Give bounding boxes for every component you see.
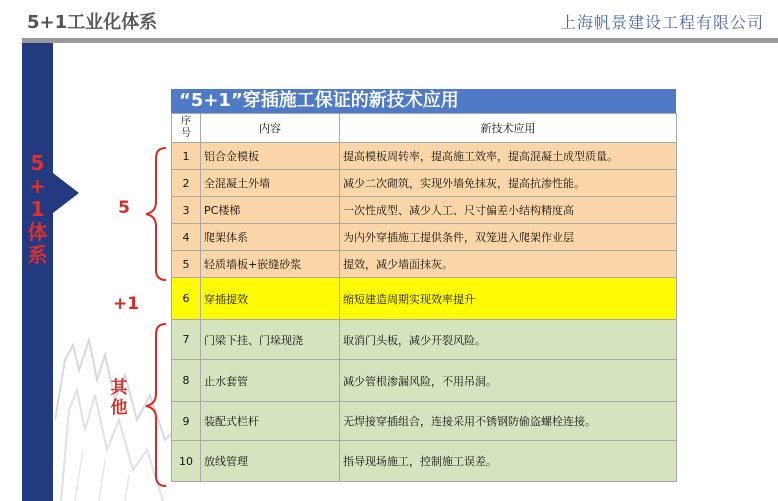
row-tech: 为内外穿插施工提供条件，双笼进入爬架作业层 bbox=[340, 224, 677, 251]
table-row bbox=[172, 441, 677, 482]
table-row bbox=[172, 251, 677, 278]
row-number: 7 bbox=[172, 320, 201, 360]
row-content: 穿插提效 bbox=[201, 278, 340, 320]
brace-five bbox=[140, 146, 170, 282]
vertical-title-char: 系 bbox=[27, 243, 48, 267]
vertical-title-char: 1 bbox=[30, 197, 45, 221]
table-row bbox=[172, 197, 677, 224]
row-content: 放线管理 bbox=[201, 441, 340, 482]
row-number: 3 bbox=[172, 197, 201, 224]
table-row bbox=[172, 360, 677, 402]
tech-table bbox=[171, 89, 676, 482]
row-content: PC楼梯 bbox=[201, 197, 340, 224]
table-row bbox=[172, 170, 677, 197]
sidebar-bar bbox=[22, 43, 53, 501]
row-number: 1 bbox=[172, 143, 201, 170]
row-number: 4 bbox=[172, 224, 201, 251]
table-row bbox=[172, 143, 677, 170]
row-number: 10 bbox=[172, 441, 201, 482]
table-row bbox=[172, 320, 677, 360]
row-number: 2 bbox=[172, 170, 201, 197]
row-tech: 提效，减少墙面抹灰。 bbox=[340, 251, 677, 278]
row-tech: 无焊接穿插组合，连接采用不锈钢防偷盗螺栓连接。 bbox=[340, 402, 677, 441]
table-row bbox=[172, 402, 677, 441]
row-content: 爬架体系 bbox=[201, 224, 340, 251]
vertical-title bbox=[22, 152, 53, 267]
page-title: 5+1工业化体系 bbox=[27, 12, 158, 33]
row-number: 6 bbox=[172, 278, 201, 320]
row-content: 装配式栏杆 bbox=[201, 402, 340, 441]
row-number: 9 bbox=[172, 402, 201, 441]
row-tech: 一次性成型、减少人工、尺寸偏差小结构精度高 bbox=[340, 197, 677, 224]
header-seq bbox=[172, 114, 201, 143]
brace-other bbox=[140, 322, 170, 488]
row-tech: 提高模板周转率，提高施工效率，提高混凝土成型质量。 bbox=[340, 143, 677, 170]
vertical-title-char: + bbox=[29, 174, 46, 198]
row-tech: 减少管根渗漏风险，不用吊洞。 bbox=[340, 360, 677, 402]
header-tech: 新技术应用 bbox=[340, 114, 677, 143]
sidebar-arrow bbox=[53, 173, 79, 213]
table-row bbox=[172, 278, 677, 320]
row-content: 止水套管 bbox=[201, 360, 340, 402]
company-name: 上海帆景建设工程有限公司 bbox=[559, 13, 764, 32]
table-title: “5+1”穿插施工保证的新技术应用 bbox=[171, 89, 676, 113]
tech-table-grid bbox=[171, 113, 677, 482]
group-label-five: 5 bbox=[118, 198, 130, 218]
header-content: 内容 bbox=[201, 114, 340, 143]
header-seq-line: 序 bbox=[181, 116, 191, 127]
row-content: 铝合金模板 bbox=[201, 143, 340, 170]
group-label-other-char: 他 bbox=[110, 398, 128, 418]
row-tech: 减少二次砌筑，实现外墙免抹灰，提高抗渗性能。 bbox=[340, 170, 677, 197]
row-number: 5 bbox=[172, 251, 201, 278]
vertical-title-char: 5 bbox=[30, 151, 45, 175]
group-label-plus-one: +1 bbox=[112, 294, 140, 314]
header-seq-line: 号 bbox=[181, 128, 191, 139]
row-content: 轻质墙板+嵌缝砂浆 bbox=[201, 251, 340, 278]
table-row bbox=[172, 224, 677, 251]
row-number: 8 bbox=[172, 360, 201, 402]
row-content: 全混凝土外墙 bbox=[201, 170, 340, 197]
row-content: 门梁下挂、门垛现浇 bbox=[201, 320, 340, 360]
group-label-other bbox=[108, 378, 130, 418]
vertical-title-char: 体 bbox=[27, 220, 48, 244]
header-divider bbox=[22, 38, 778, 43]
row-tech: 取消门头板，减少开裂风险。 bbox=[340, 320, 677, 360]
row-tech: 指导现场施工，控制施工误差。 bbox=[340, 441, 677, 482]
row-tech: 缩短建造周期实现效率提升 bbox=[340, 278, 677, 320]
table-header-row bbox=[172, 114, 677, 143]
group-label-other-char: 其 bbox=[110, 378, 128, 398]
